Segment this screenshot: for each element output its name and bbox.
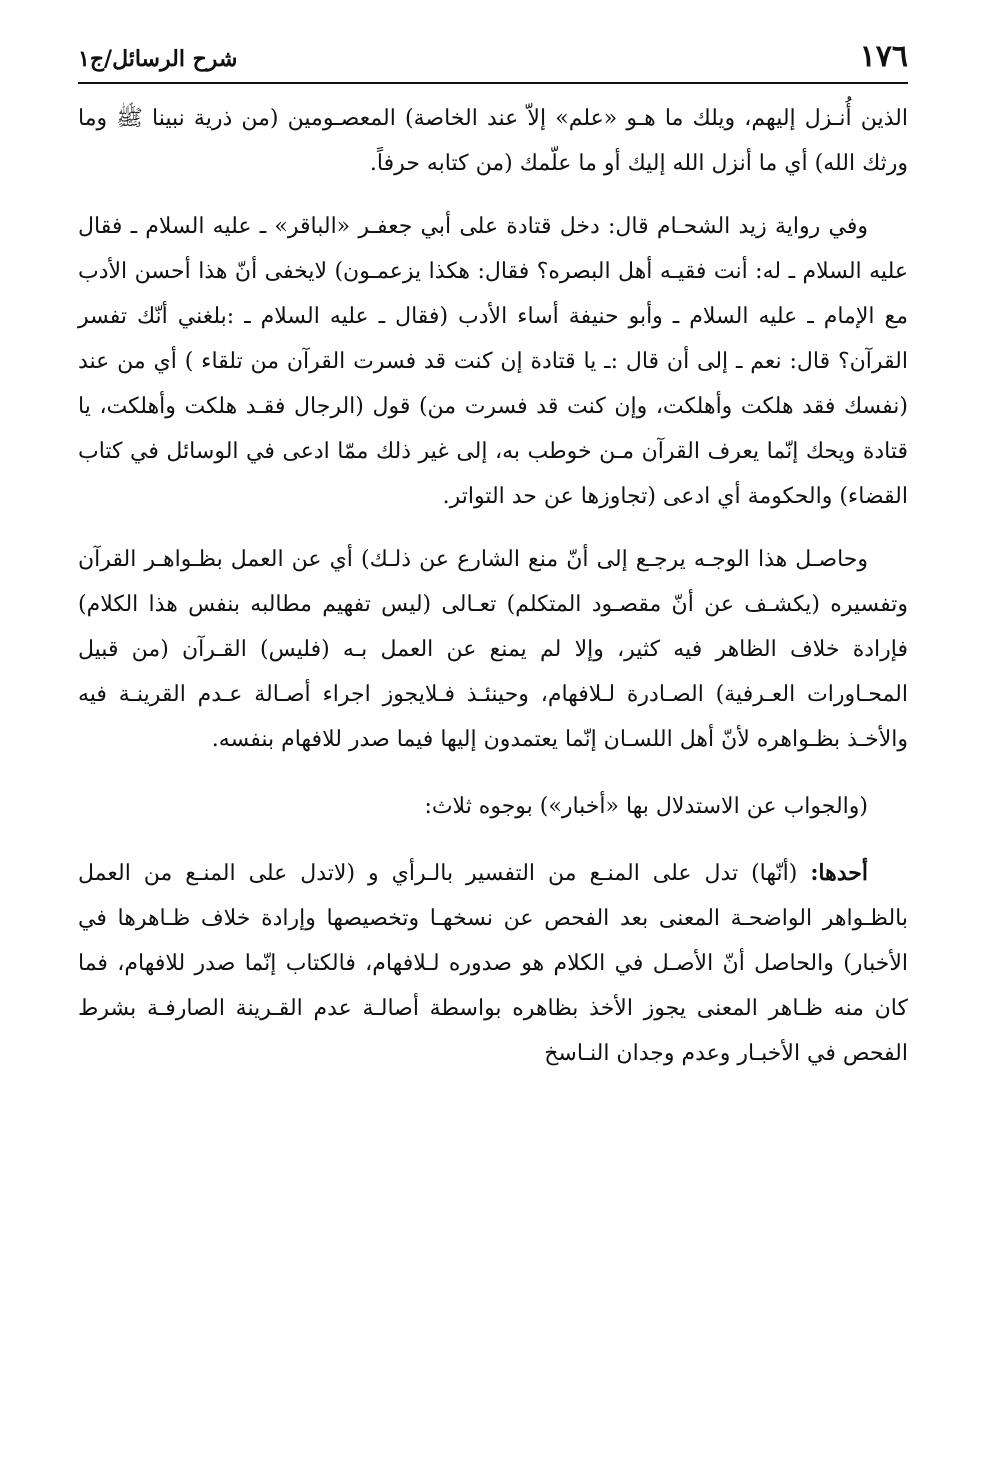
paragraph-zayd-narration: وفي رواية زيد الشحـام قال: دخل قتادة على أبي جعفـر «الباقر» ـ عليه السلام ـ فقال عليه السلام ـ له: أنت فقيـه أهل البصره؟ فقال: هكذا يزعمـون) لايخفى أنّ هذا أحسن الأدب مع الإمام ـ عليه السلام ـ وأبو حنيفة أساء الأدب (فقال ـ عليه السلام ـ :بلغني أنّك تفسر القرآن؟ قال: نعم ـ إلى أن قال :ـ يا قتادة إن كنت قد فسرت القرآن من تلقاء ) أي من عند (نفسك فقد هلكت وأهلكت، وإن كنت قد فسرت من) قول (الرجال فقـد هلكت وأهلكت، يا قتادة ويحك إنّما يعرف القرآن مـن خوطب به، إلى غير ذلك ممّا ادعى في الوسائل في كتاب القضاء) والحكومة أي ادعى (تجاوزها عن حد التواتر.	[78, 214, 908, 509]
paragraph-continuation: الذين أُنـزل إليهم، ويلك ما هـو «علم» إلاّ عند الخاصة) المعصـومين (من ذرية نبينا ﷺ وما ورثك الله) أي ما أنزل الله إليك أو ما علّمك (من كتابه حرفاً.	[78, 106, 908, 176]
first-answer-text: (أنّها) تدل على المنـع من التفسير بالـرأي و (لاتدل على المنـع من العمل بالظـواهر الواضحـة المعنى بعد الفحص عن نسخهـا وتخصيصها وإرادة خلاف ظـاهرها في الأخبار) والحاصل أنّ الأصـل في الكلام هو صدوره لـلافهام، فالكتاب إنّما صدر للافهام، فما كان منه ظـاهر المعنى يجوز الأخذ بظاهره بواسطة أصالـة عدم القـرينة الصارفـة بشرط الفحص في الأخبـار وعدم وجدان النـاسخ	[78, 861, 908, 1066]
first-answer-lead: أحدها:	[810, 860, 868, 886]
page-body	[78, 96, 908, 1076]
page-number: ١٧٦	[859, 39, 908, 74]
page-header	[78, 38, 908, 84]
paragraph-summary-argument: وحاصـل هذا الوجـه يرجـع إلى أنّ منع الشارع عن ذلـك) أي عن العمل بظـواهـر القرآن وتفسيره (يكشـف عن أنّ مقصـود المتكلم) تعـالى (ليس تفهيم مطالبه بنفس هذا الكلام) فإرادة خلاف الظاهر فيه كثير، وإلا لم يمنع عن العمل بـه (فليس) القـرآن (من قبيل المحـاورات العـرفية) الصـادرة لـلافهام، وحينئـذ فـلايجوز اجراء أصـالة عـدم القرينـة فيه والأخـذ بظـواهره لأنّ أهل اللسـان إنّما يعتمدون إليها فيما صدر للافهام بنفسه.	[78, 547, 909, 752]
paragraph-first-answer	[78, 851, 908, 1076]
paragraph-answer-intro: (والجواب عن الاستدلال بها «أخبار») بوجوه ثلاث:	[424, 794, 868, 819]
running-title: شرح الرسائل/ج١	[78, 46, 238, 72]
